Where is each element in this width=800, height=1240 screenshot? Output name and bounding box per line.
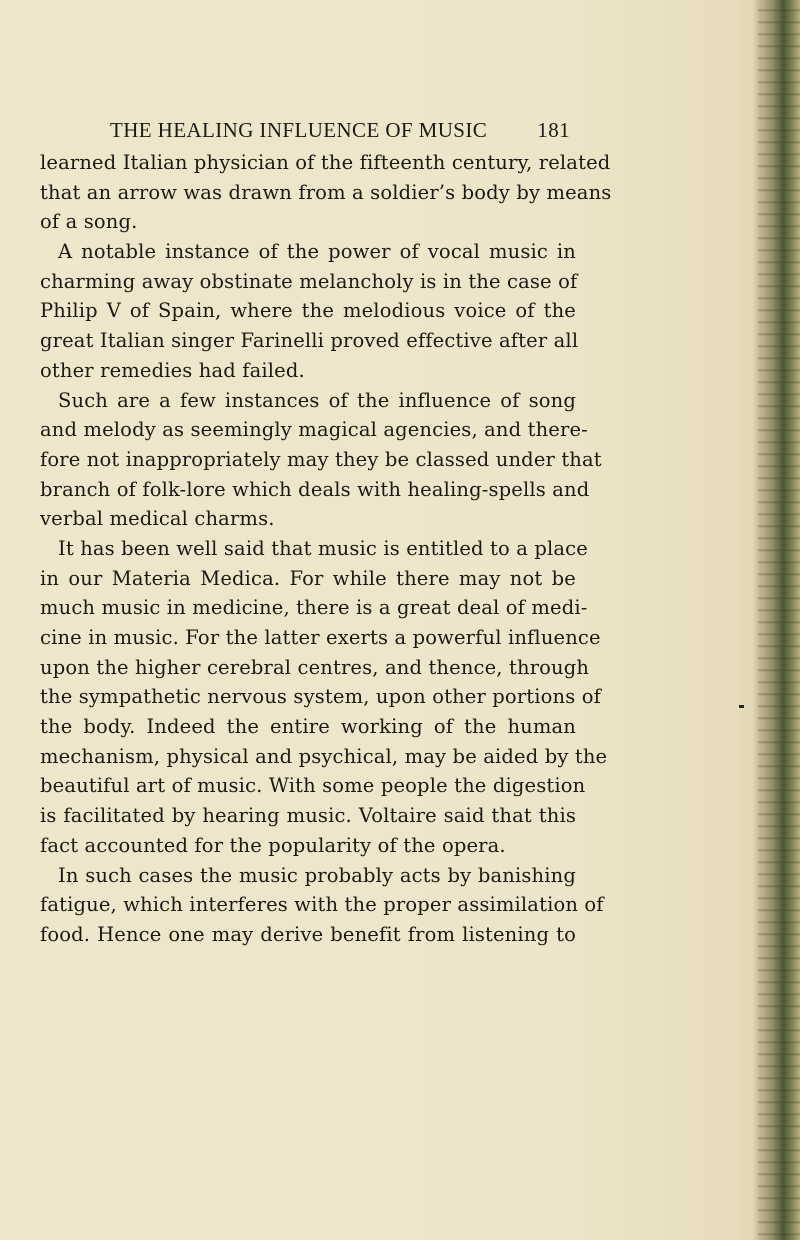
text-line: verbal medical charms. bbox=[40, 507, 275, 531]
text-line: beautiful art of music. With some people the digestion bbox=[40, 774, 586, 798]
text-line: the body. Indeed the entire working of the human bbox=[40, 715, 576, 739]
text-line: and melody as seemingly magical agencies, and there- bbox=[40, 418, 588, 442]
text-line: learned Italian physician of the fifteenth century, related bbox=[40, 151, 611, 174]
text-line: Philip V of Spain, where the melodious voice of the bbox=[40, 299, 576, 323]
text-line: charming away obstinate melancholy is in the case of bbox=[40, 269, 578, 293]
text-line: mechanism, physical and psychical, may be aided by the bbox=[40, 744, 608, 768]
text-line: great Italian singer Farinelli proved effective after all bbox=[40, 329, 579, 353]
stray-ink-mark bbox=[739, 705, 744, 708]
text-line: food. Hence one may derive benefit from listening to bbox=[40, 922, 576, 946]
text-line: In such cases the music probably acts by banishing bbox=[58, 863, 576, 887]
text-line: fore not inappropriately may they be classed under that bbox=[40, 447, 602, 471]
text-line: the sympathetic nervous system, upon other portions of bbox=[40, 685, 602, 709]
text-line: in our Materia Medica. For while there may not be bbox=[40, 566, 576, 590]
running-header bbox=[110, 118, 570, 143]
running-title: THE HEALING INFLUENCE OF MUSIC bbox=[110, 118, 488, 142]
text-line: of a song. bbox=[40, 210, 138, 234]
text-line: that an arrow was drawn from a soldier’s body by means bbox=[40, 180, 612, 204]
text-line: upon the higher cerebral centres, and thence, through bbox=[40, 655, 590, 679]
page-edge-stack bbox=[758, 0, 800, 1240]
text-line: other remedies had failed. bbox=[40, 358, 305, 382]
body-text bbox=[40, 148, 612, 950]
text-line: A notable instance of the power of vocal music in bbox=[58, 240, 576, 264]
text-line: cine in music. For the latter exerts a powerful influence bbox=[40, 626, 601, 649]
page-number: 181 bbox=[537, 118, 570, 142]
text-line: fatigue, which interferes with the proper assimilation of bbox=[40, 893, 604, 917]
text-line: fact accounted for the popularity of the opera. bbox=[40, 833, 506, 857]
text-line: branch of folk-lore which deals with healing-spells and bbox=[40, 477, 590, 501]
text-line: is facilitated by hearing music. Voltaire said that this bbox=[40, 804, 576, 828]
text-line: much music in medicine, there is a great deal of medi- bbox=[40, 596, 588, 620]
text-line: Such are a few instances of the influence of song bbox=[58, 388, 576, 412]
text-line: It has been well said that music is entitled to a place bbox=[58, 536, 588, 560]
